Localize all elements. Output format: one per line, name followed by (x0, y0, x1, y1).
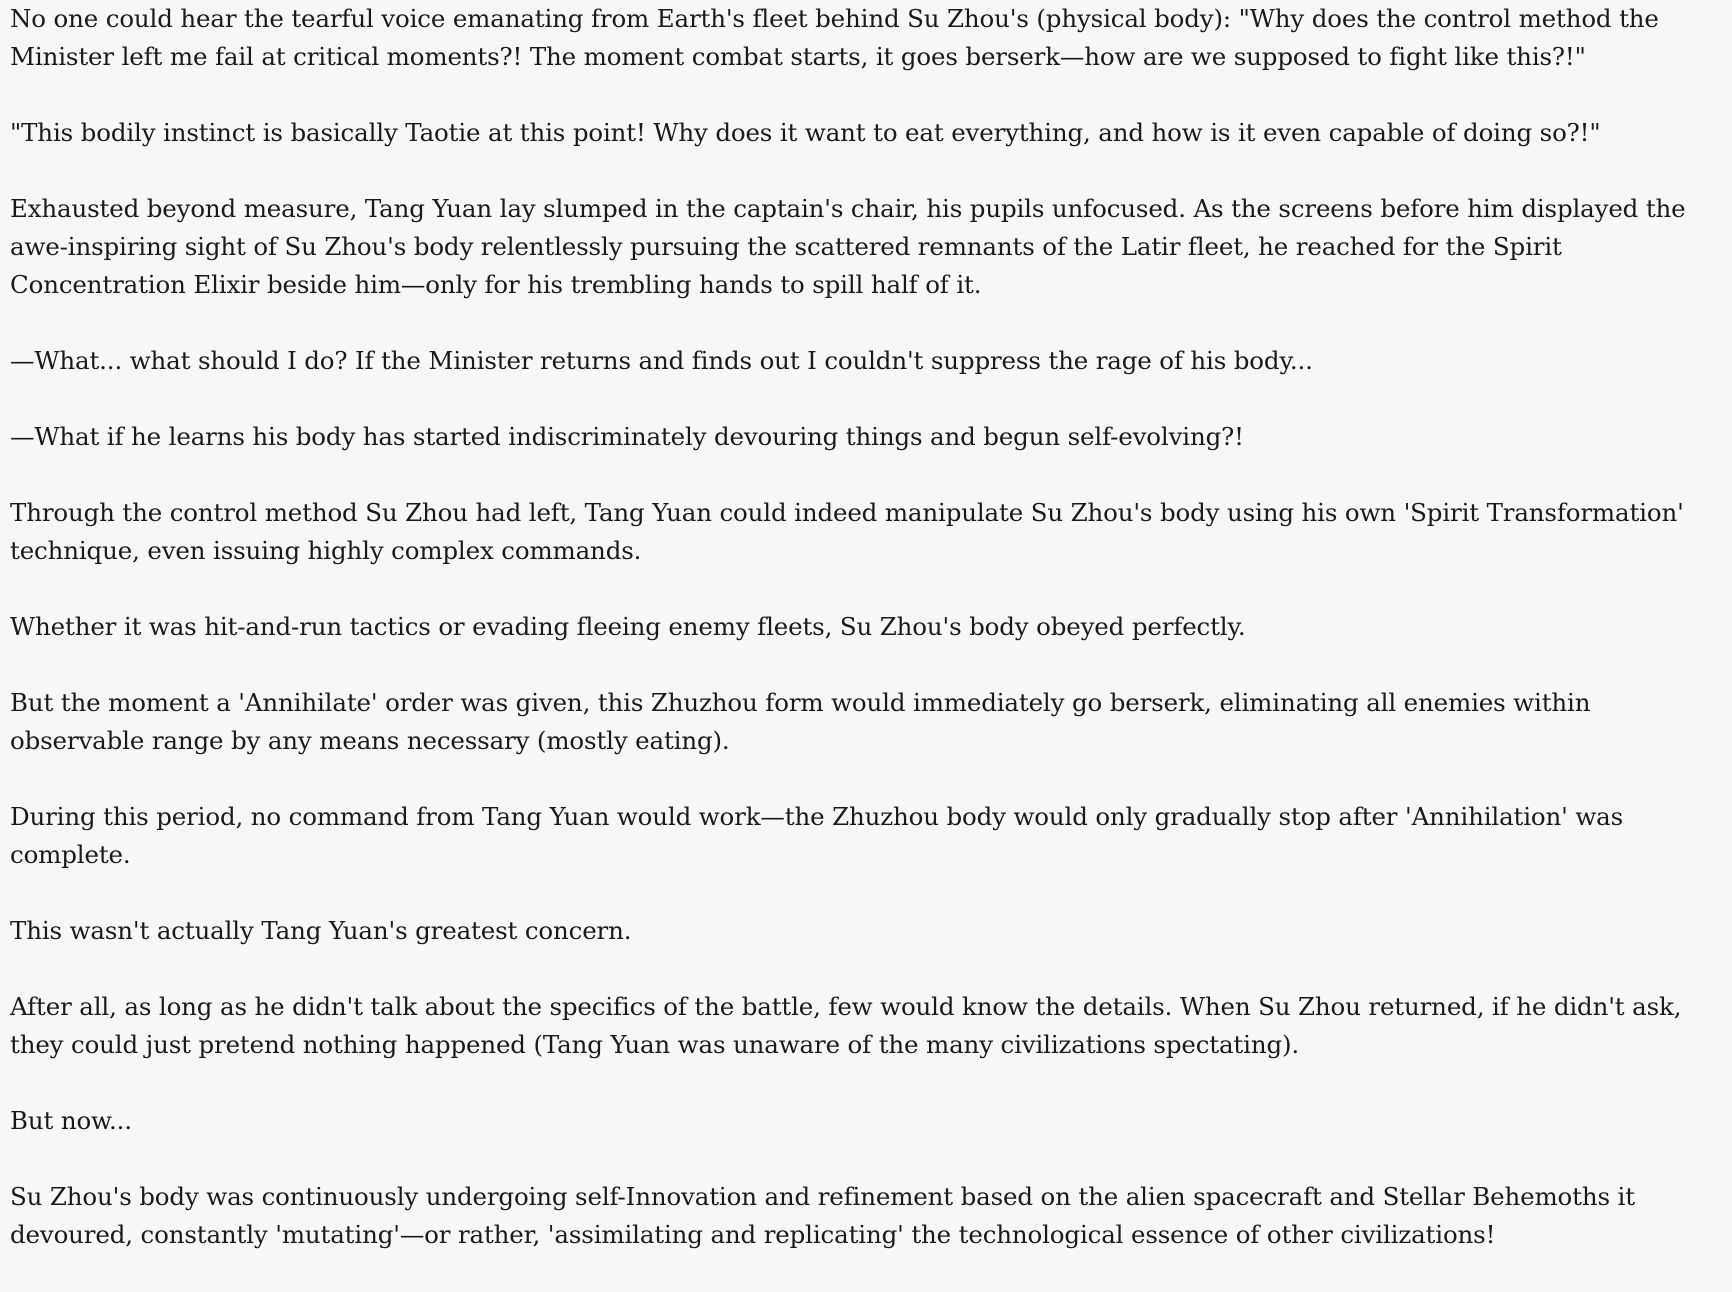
paragraph: —What if he learns his body has started indiscriminately devouring things and begun self-evolving?! (10, 422, 1244, 451)
paragraph: But the moment a 'Annihilate' order was given, this Zhuzhou form would immediately go berserk, eliminating all enemies within observable range by any means necessary (mostly eating). (10, 688, 1591, 755)
paragraph: Through the control method Su Zhou had left, Tang Yuan could indeed manipulate Su Zhou's body using his own 'Spirit Transformation' technique, even issuing highly complex commands. (10, 498, 1684, 565)
paragraph: But now... (10, 1106, 132, 1135)
paragraph: "This bodily instinct is basically Taotie at this point! Why does it want to eat everything, and how is it even capable of doing so?!" (10, 118, 1601, 147)
paragraph: —What... what should I do? If the Minister returns and finds out I couldn't suppress the rage of his body... (10, 346, 1313, 375)
chapter-text (10, 0, 1720, 1292)
paragraph: During this period, no command from Tang Yuan would work—the Zhuzhou body would only gradually stop after 'Annihilation' was complete. (10, 802, 1624, 869)
paragraph: After all, as long as he didn't talk about the specifics of the battle, few would know the details. When Su Zhou returned, if he didn't ask, they could just pretend nothing happened (Tang Yuan was unaware of the many civilizations spectating). (10, 992, 1682, 1059)
paragraph: Su Zhou's body was continuously undergoing self-Innovation and refinement based on the alien spacecraft and Stellar Behemoths it devoured, constantly 'mutating'—or rather, 'assimilating and replicating' the technological essence of other civilizations! (10, 1182, 1635, 1249)
paragraph: This wasn't actually Tang Yuan's greatest concern. (10, 916, 632, 945)
paragraph: No one could hear the tearful voice emanating from Earth's fleet behind Su Zhou's (physical body): "Why does the control method the Minister left me fail at critical moments?! The moment combat starts, it goes berserk—how are we supposed to fight like this?!" (10, 4, 1659, 71)
paragraph: Exhausted beyond measure, Tang Yuan lay slumped in the captain's chair, his pupils unfocused. As the screens before him displayed the awe-inspiring sight of Su Zhou's body relentlessly pursuing the scattered remnants of the Latir fleet, he reached for the Spirit Concentration Elixir beside him—only for his trembling hands to spill half of it. (10, 194, 1686, 299)
paragraph: Whether it was hit-and-run tactics or evading fleeing enemy fleets, Su Zhou's body obeyed perfectly. (10, 612, 1246, 641)
